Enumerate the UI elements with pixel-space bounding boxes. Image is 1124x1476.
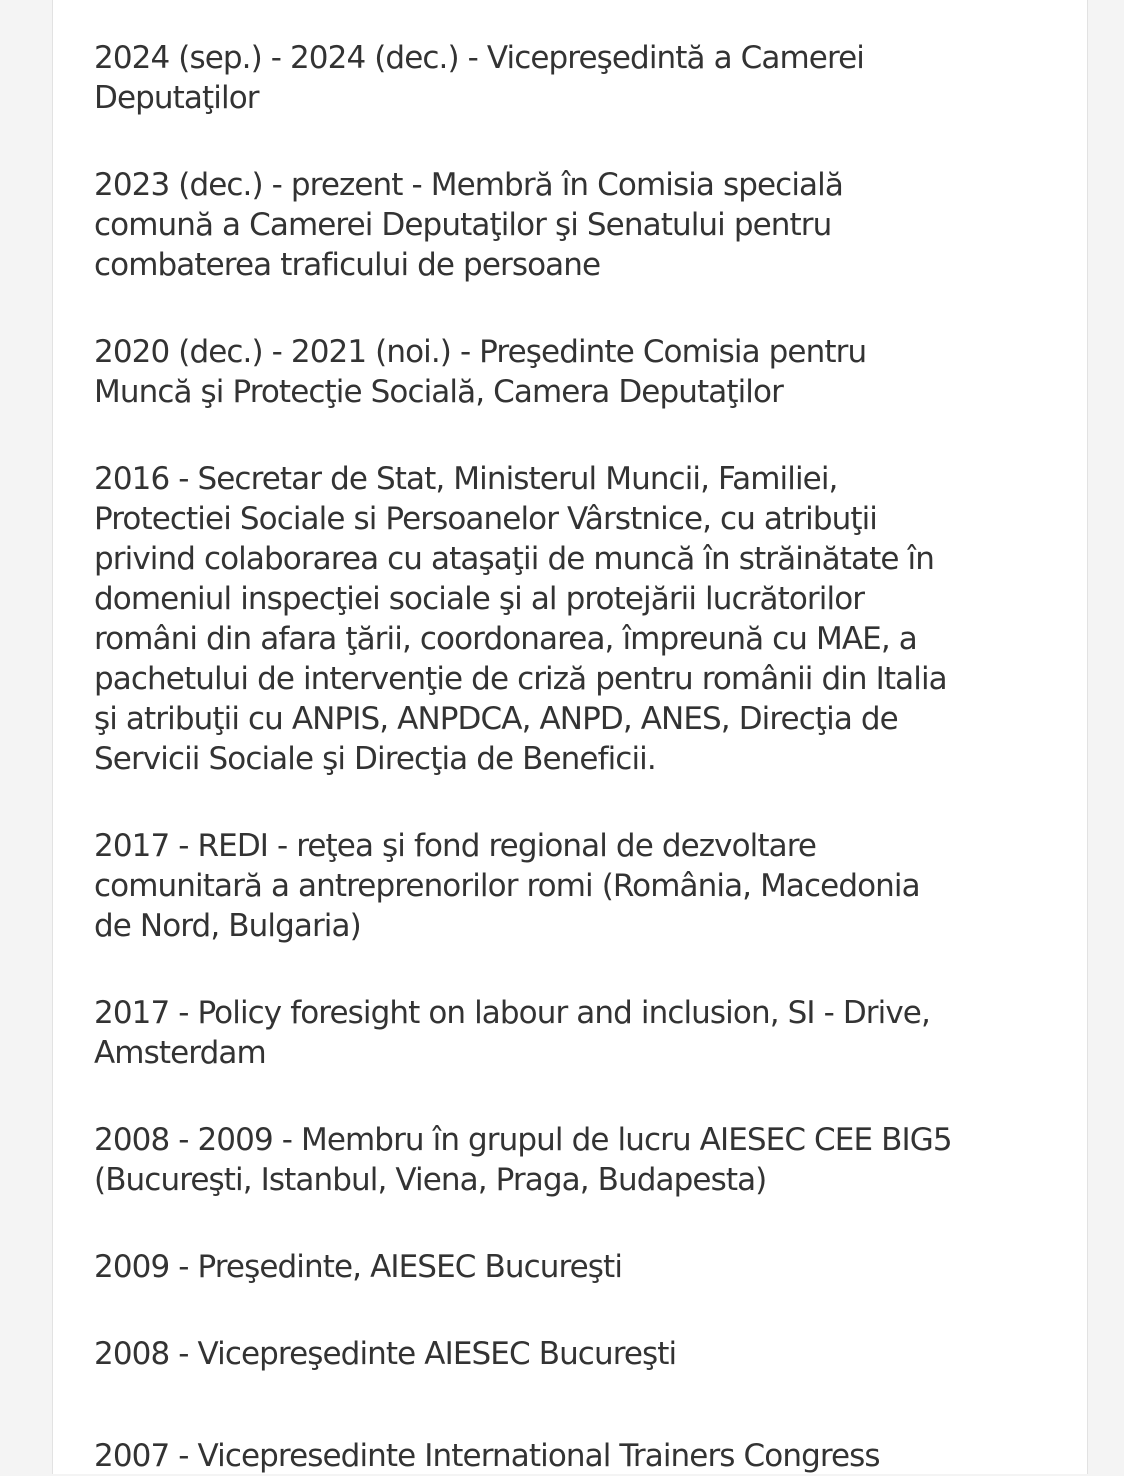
entry-line: pachetului de intervenţie de criză pentru românii din Italia [94,661,947,697]
entry-line: comunitară a antreprenorilor romi (România, Macedonia [94,868,920,904]
timeline-entry [94,993,1054,1073]
entry-line: 2009 - Preşedinte, AIESEC Bucureşti [94,1249,623,1285]
entry-line: 2020 (dec.) - 2021 (noi.) - Preşedinte Comisia pentru [94,334,867,370]
entry-line: Servicii Sociale şi Direcţia de Beneficii. [94,741,656,777]
entry-line: şi atribuţii cu ANPIS, ANPDCA, ANPD, ANES, Direcţia de [94,701,898,737]
entry-line: combaterea traficului de persoane [94,247,601,283]
entry-line: Amsterdam [94,1035,266,1071]
timeline-entry [94,165,1054,285]
career-timeline [94,38,1054,1474]
entry-line: domeniul inspecţiei sociale şi al protejării lucrătorilor [94,581,865,617]
entry-line: (Bucureşti, Istanbul, Viena, Praga, Budapesta) [94,1162,767,1198]
entry-line: 2016 - Secretar de Stat, Ministerul Muncii, Familiei, [94,461,838,497]
timeline-entry-partial [94,1436,880,1476]
entry-line: 2017 - Policy foresight on labour and inclusion, SI - Drive, [94,995,930,1031]
timeline-entry [94,826,1054,946]
entry-line: de Nord, Bulgaria) [94,908,361,944]
timeline-entry [94,1334,1054,1374]
entry-line: 2008 - Vicepreşedinte AIESEC Bucureşti [94,1336,677,1372]
entry-line: 2007 - Vicepresedinte International Trainers Congress [94,1438,880,1474]
entry-line: Protectiei Sociale si Persoanelor Vârstnice, cu atribuţii [94,501,878,537]
entry-line: 2008 - 2009 - Membru în grupul de lucru AIESEC CEE BIG5 [94,1122,952,1158]
entry-line: Deputaţilor [94,80,259,116]
entry-line: Muncă şi Protecţie Socială, Camera Deputaţilor [94,374,783,410]
entry-line: privind colaborarea cu ataşaţii de muncă în străinătate în [94,541,934,577]
entry-line: comună a Camerei Deputaţilor şi Senatului pentru [94,207,832,243]
entry-line: 2023 (dec.) - prezent - Membră în Comisia specială [94,167,843,203]
timeline-entry [94,1120,1054,1200]
timeline-entry [94,38,1054,118]
entry-line: 2017 - REDI - reţea şi fond regional de dezvoltare [94,828,817,864]
entry-line: 2024 (sep.) - 2024 (dec.) - Vicepreşedintă a Camerei [94,40,865,76]
timeline-entry [94,1247,1054,1287]
entry-line: români din afara ţării, coordonarea, împreună cu MAE, a [94,621,917,657]
timeline-entry [94,459,1054,779]
timeline-entry [94,332,1054,412]
